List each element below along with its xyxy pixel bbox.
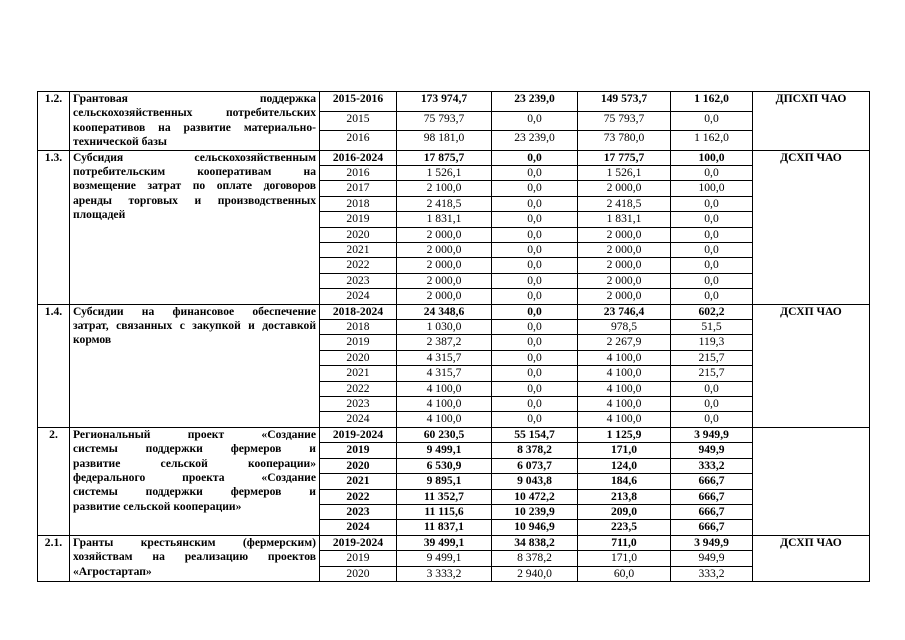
cell-total: 4 100,0 — [397, 397, 492, 412]
cell-total: 2 000,0 — [397, 289, 492, 304]
cell-fed: 0,0 — [492, 320, 578, 335]
cell-loc: 949,9 — [671, 443, 753, 458]
cell-fed: 34 838,2 — [492, 535, 578, 550]
cell-total: 9 499,1 — [397, 551, 492, 566]
cell-year: 2019 — [320, 551, 397, 566]
responsible-executor: ДПСХП ЧАО — [753, 92, 870, 151]
section-description — [70, 150, 320, 304]
description-line: технической базы — [73, 135, 167, 149]
cell-reg: 223,5 — [578, 520, 671, 535]
cell-year: 2024 — [320, 412, 397, 427]
cell-loc: 666,7 — [671, 474, 753, 489]
cell-fed: 0,0 — [492, 181, 578, 196]
cell-loc: 0,0 — [671, 165, 753, 180]
cell-total: 75 793,7 — [397, 111, 492, 131]
cell-total: 2 000,0 — [397, 227, 492, 242]
cell-fed: 0,0 — [492, 227, 578, 242]
description-line: системы поддержки фермеров и — [73, 485, 316, 499]
description-line: федерального проекта «Создание — [73, 471, 316, 485]
cell-year: 2018 — [320, 320, 397, 335]
cell-total: 24 348,6 — [397, 304, 492, 319]
cell-reg: 17 775,7 — [578, 150, 671, 165]
cell-year: 2016-2024 — [320, 150, 397, 165]
cell-year: 2016 — [320, 131, 397, 151]
cell-fed: 8 378,2 — [492, 551, 578, 566]
cell-total: 60 230,5 — [397, 427, 492, 442]
cell-reg: 2 000,0 — [578, 273, 671, 288]
cell-year: 2015-2016 — [320, 92, 397, 112]
section-number: 1.3. — [38, 150, 70, 304]
cell-year: 2022 — [320, 489, 397, 504]
cell-fed: 0,0 — [492, 381, 578, 396]
table-row — [38, 427, 870, 442]
cell-fed: 0,0 — [492, 366, 578, 381]
cell-fed: 8 378,2 — [492, 443, 578, 458]
cell-year: 2019-2024 — [320, 427, 397, 442]
table-row — [38, 150, 870, 165]
cell-year: 2019 — [320, 443, 397, 458]
cell-year: 2017 — [320, 181, 397, 196]
cell-loc: 666,7 — [671, 489, 753, 504]
cell-fed: 0,0 — [492, 196, 578, 211]
cell-total: 1 831,1 — [397, 212, 492, 227]
cell-total: 1 030,0 — [397, 320, 492, 335]
cell-total: 4 100,0 — [397, 381, 492, 396]
description-line: площадей — [73, 208, 126, 222]
cell-loc: 3 949,9 — [671, 427, 753, 442]
cell-total: 11 352,7 — [397, 489, 492, 504]
cell-loc: 1 162,0 — [671, 92, 753, 112]
cell-reg: 2 000,0 — [578, 181, 671, 196]
cell-reg: 213,8 — [578, 489, 671, 504]
cell-reg: 171,0 — [578, 443, 671, 458]
cell-reg: 171,0 — [578, 551, 671, 566]
section-number: 2. — [38, 427, 70, 535]
cell-year: 2024 — [320, 289, 397, 304]
cell-fed: 0,0 — [492, 165, 578, 180]
cell-fed: 0,0 — [492, 350, 578, 365]
description-line: кооперативов на развитие материально- — [73, 120, 316, 134]
cell-loc: 666,7 — [671, 504, 753, 519]
cell-year: 2023 — [320, 273, 397, 288]
cell-total: 4 315,7 — [397, 350, 492, 365]
cell-year: 2020 — [320, 227, 397, 242]
cell-reg: 73 780,0 — [578, 131, 671, 151]
cell-loc: 215,7 — [671, 366, 753, 381]
cell-reg: 4 100,0 — [578, 381, 671, 396]
description-line: кормов — [73, 333, 112, 347]
cell-fed: 0,0 — [492, 258, 578, 273]
cell-reg: 4 100,0 — [578, 397, 671, 412]
cell-total: 9 499,1 — [397, 443, 492, 458]
cell-reg: 2 000,0 — [578, 258, 671, 273]
cell-total: 98 181,0 — [397, 131, 492, 151]
cell-fed: 0,0 — [492, 212, 578, 227]
cell-loc: 0,0 — [671, 412, 753, 427]
cell-year: 2024 — [320, 520, 397, 535]
cell-total: 17 875,7 — [397, 150, 492, 165]
cell-reg: 4 100,0 — [578, 412, 671, 427]
cell-total: 2 387,2 — [397, 335, 492, 350]
cell-total: 6 530,9 — [397, 458, 492, 473]
table-row — [38, 535, 870, 550]
cell-loc: 0,0 — [671, 258, 753, 273]
description-line: Субсидия сельскохозяйственным — [73, 150, 316, 164]
section-description — [70, 535, 320, 581]
cell-total: 4 100,0 — [397, 412, 492, 427]
cell-year: 2018-2024 — [320, 304, 397, 319]
cell-total: 4 315,7 — [397, 366, 492, 381]
cell-reg: 23 746,4 — [578, 304, 671, 319]
cell-loc: 602,2 — [671, 304, 753, 319]
description-line: развитие сельской кооперации» — [73, 456, 316, 470]
description-line: Субсидии на финансовое обеспечение — [73, 304, 316, 318]
table-row — [38, 304, 870, 319]
description-line: возмещение затрат по оплате договоров — [73, 179, 316, 193]
cell-year: 2019 — [320, 212, 397, 227]
cell-reg: 978,5 — [578, 320, 671, 335]
cell-fed: 10 946,9 — [492, 520, 578, 535]
cell-loc: 949,9 — [671, 551, 753, 566]
cell-fed: 6 073,7 — [492, 458, 578, 473]
description-line: аренды торговых и производственных — [73, 193, 316, 207]
cell-reg: 711,0 — [578, 535, 671, 550]
cell-loc: 0,0 — [671, 227, 753, 242]
cell-fed: 23 239,0 — [492, 92, 578, 112]
cell-fed: 10 472,2 — [492, 489, 578, 504]
cell-year: 2022 — [320, 258, 397, 273]
cell-loc: 100,0 — [671, 150, 753, 165]
responsible-executor: ДСХП ЧАО — [753, 150, 870, 304]
cell-loc: 51,5 — [671, 320, 753, 335]
cell-total: 11 837,1 — [397, 520, 492, 535]
section-number: 2.1. — [38, 535, 70, 581]
cell-year: 2020 — [320, 458, 397, 473]
cell-fed: 0,0 — [492, 412, 578, 427]
section-description — [70, 427, 320, 535]
description-line: Грантовая поддержка — [73, 92, 316, 105]
cell-loc: 333,2 — [671, 566, 753, 581]
cell-reg: 1 125,9 — [578, 427, 671, 442]
cell-fed: 0,0 — [492, 111, 578, 131]
description-line: Гранты крестьянским (фермерским) — [73, 535, 316, 549]
section-number: 1.2. — [38, 92, 70, 151]
cell-total: 2 100,0 — [397, 181, 492, 196]
description-line: сельскохозяйственных потребительских — [73, 106, 316, 120]
responsible-executor: ДСХП ЧАО — [753, 535, 870, 581]
cell-reg: 124,0 — [578, 458, 671, 473]
cell-loc: 0,0 — [671, 196, 753, 211]
cell-total: 9 895,1 — [397, 474, 492, 489]
description-line: системы поддержки фермеров и — [73, 442, 316, 456]
cell-loc: 0,0 — [671, 289, 753, 304]
cell-year: 2020 — [320, 350, 397, 365]
cell-year: 2015 — [320, 111, 397, 131]
description-line: затрат, связанных с закупкой и доставкой — [73, 319, 316, 333]
description-line: потребительским кооперативам на — [73, 164, 316, 178]
cell-loc: 0,0 — [671, 212, 753, 227]
section-description — [70, 92, 320, 151]
cell-total: 2 000,0 — [397, 273, 492, 288]
cell-year: 2023 — [320, 397, 397, 412]
cell-reg: 2 267,9 — [578, 335, 671, 350]
cell-loc: 1 162,0 — [671, 131, 753, 151]
cell-loc: 3 949,9 — [671, 535, 753, 550]
cell-reg: 60,0 — [578, 566, 671, 581]
cell-reg: 2 000,0 — [578, 243, 671, 258]
cell-reg: 4 100,0 — [578, 350, 671, 365]
cell-fed: 2 940,0 — [492, 566, 578, 581]
description-line: «Агростартап» — [73, 564, 152, 578]
cell-total: 173 974,7 — [397, 92, 492, 112]
cell-loc: 0,0 — [671, 111, 753, 131]
cell-year: 2018 — [320, 196, 397, 211]
cell-loc: 215,7 — [671, 350, 753, 365]
cell-reg: 1 831,1 — [578, 212, 671, 227]
cell-year: 2021 — [320, 243, 397, 258]
cell-fed: 23 239,0 — [492, 131, 578, 151]
cell-fed: 0,0 — [492, 273, 578, 288]
cell-loc: 0,0 — [671, 381, 753, 396]
cell-total: 11 115,6 — [397, 504, 492, 519]
cell-year: 2023 — [320, 504, 397, 519]
cell-total: 2 000,0 — [397, 243, 492, 258]
cell-loc: 333,2 — [671, 458, 753, 473]
cell-reg: 209,0 — [578, 504, 671, 519]
cell-fed: 0,0 — [492, 150, 578, 165]
cell-loc: 119,3 — [671, 335, 753, 350]
description-line: Региональный проект «Создание — [73, 427, 316, 441]
funding-table — [37, 91, 870, 582]
cell-fed: 0,0 — [492, 397, 578, 412]
cell-reg: 75 793,7 — [578, 111, 671, 131]
cell-year: 2021 — [320, 366, 397, 381]
cell-reg: 2 000,0 — [578, 289, 671, 304]
section-description — [70, 304, 320, 427]
cell-fed: 0,0 — [492, 243, 578, 258]
responsible-executor — [753, 427, 870, 535]
table-row — [38, 92, 870, 112]
cell-total: 1 526,1 — [397, 165, 492, 180]
cell-loc: 0,0 — [671, 273, 753, 288]
cell-fed: 0,0 — [492, 304, 578, 319]
cell-fed: 0,0 — [492, 335, 578, 350]
cell-total: 2 418,5 — [397, 196, 492, 211]
cell-reg: 2 000,0 — [578, 227, 671, 242]
cell-total: 3 333,2 — [397, 566, 492, 581]
description-line: развитие сельской кооперации» — [73, 499, 242, 513]
cell-fed: 9 043,8 — [492, 474, 578, 489]
cell-year: 2021 — [320, 474, 397, 489]
cell-reg: 2 418,5 — [578, 196, 671, 211]
cell-reg: 4 100,0 — [578, 366, 671, 381]
cell-fed: 0,0 — [492, 289, 578, 304]
cell-loc: 666,7 — [671, 520, 753, 535]
cell-fed: 10 239,9 — [492, 504, 578, 519]
cell-year: 2019 — [320, 335, 397, 350]
cell-year: 2020 — [320, 566, 397, 581]
cell-fed: 55 154,7 — [492, 427, 578, 442]
cell-total: 2 000,0 — [397, 258, 492, 273]
cell-total: 39 499,1 — [397, 535, 492, 550]
cell-loc: 100,0 — [671, 181, 753, 196]
responsible-executor: ДСХП ЧАО — [753, 304, 870, 427]
cell-year: 2019-2024 — [320, 535, 397, 550]
cell-year: 2022 — [320, 381, 397, 396]
cell-loc: 0,0 — [671, 243, 753, 258]
cell-loc: 0,0 — [671, 397, 753, 412]
description-line: хозяйствам на реализацию проектов — [73, 550, 316, 564]
cell-year: 2016 — [320, 165, 397, 180]
cell-reg: 184,6 — [578, 474, 671, 489]
cell-reg: 1 526,1 — [578, 165, 671, 180]
cell-reg: 149 573,7 — [578, 92, 671, 112]
section-number: 1.4. — [38, 304, 70, 427]
